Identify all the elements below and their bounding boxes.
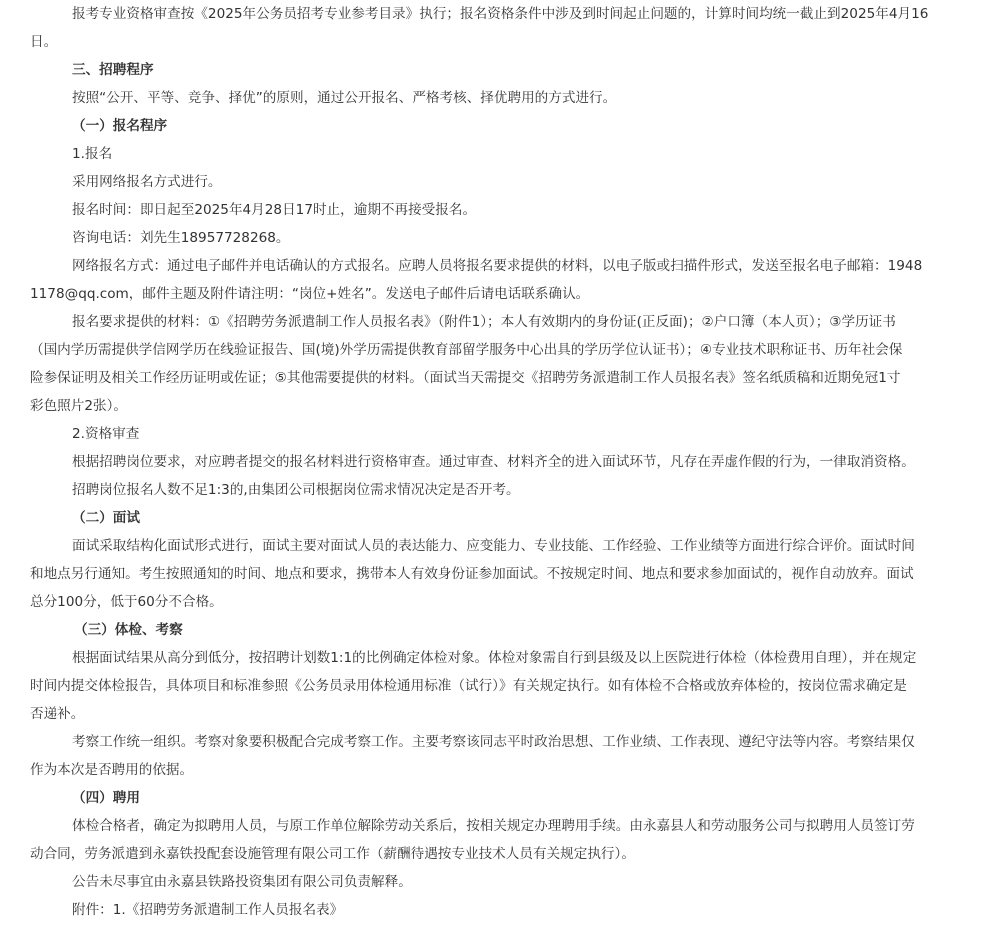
paragraph-line: 网络报名方式：通过电子邮件并电话确认的方式报名。应聘人员将报名要求提供的材料，以电子版或扫描件形式，发送至报名电子邮箱：1948 [72,258,923,274]
paragraph-line: 彩色照片2张）。 [30,398,128,414]
paragraph-line: 公告未尽事宜由永嘉县铁路投资集团有限公司负责解释。 [72,874,412,890]
paragraph-line: 按照“公开、平等、竞争、择优”的原则，通过公开报名、严格考核、择优聘用的方式进行。 [72,90,617,106]
paragraph-line: 根据招聘岗位要求，对应聘者提交的报名材料进行资格审查。通过审查、材料齐全的进入面试环节，凡存在弄虚作假的行为，一律取消资格。 [72,454,915,470]
paragraph-line: 考察工作统一组织。考察对象要积极配合完成考察工作。主要考察该同志平时政治思想、工作业绩、工作表现、遵纪守法等内容。考察结果仅 [72,734,915,750]
paragraph-line: 体检合格者，确定为拟聘用人员，与原工作单位解除劳动关系后，按相关规定办理聘用手续。由永嘉县人和劳动服务公司与拟聘用人员签订劳 [72,818,915,834]
paragraph-line: 招聘岗位报名人数不足1:3的,由集团公司根据岗位需求情况决定是否开考。 [72,482,520,498]
paragraph-line: 面试采取结构化面试形式进行，面试主要对面试人员的表达能力、应变能力、专业技能、工作经验、工作业绩等方面进行综合评价。面试时间 [72,538,915,554]
paragraph-line: 时间内提交体检报告，具体项目和标准参照《公务员录用体检通用标准（试行）》有关规定执行。如有体检不合格或放弃体检的，按岗位需求确定是 [30,678,907,694]
paragraph-line: 报考专业资格审查按《2025年公务员招考专业参考目录》执行；报名资格条件中涉及到时间起止问题的，计算时间均统一截止到2025年4月16 [72,6,929,22]
paragraph-line: 日。 [30,34,58,50]
subsection-heading: （三）体检、考察 [74,622,183,638]
paragraph-line: 咨询电话：刘先生18957728268。 [72,230,290,246]
paragraph-line: 采用网络报名方式进行。 [72,174,222,190]
paragraph-line: 报名时间：即日起至2025年4月28日17时止，逾期不再接受报名。 [72,202,477,218]
subsection-heading: （二）面试 [72,510,140,526]
item-heading: 1.报名 [72,146,113,162]
paragraph-line: 根据面试结果从高分到低分，按招聘计划数1:1的比例确定体检对象。体检对象需自行到县级及以上医院进行体检（体检费用自理），并在规定 [72,650,917,666]
subsection-heading: （一）报名程序 [72,118,168,134]
item-heading: 2.资格审查 [72,426,140,442]
paragraph-line: 作为本次是否聘用的依据。 [30,762,194,778]
paragraph-line: （国内学历需提供学信网学历在线验证报告、国(境)外学历需提供教育部留学服务中心出具的学历学位认证书）；④专业技术职称证书、历年社会保 [30,342,903,358]
paragraph-line: 总分100分，低于60分不合格。 [30,594,223,610]
section-heading: 三、招聘程序 [72,62,154,78]
paragraph-line: 动合同，劳务派遣到永嘉铁投配套设施管理有限公司工作（薪酬待遇按专业技术人员有关规定执行）。 [30,846,635,862]
subsection-heading: （四）聘用 [72,790,140,806]
paragraph-line: 否递补。 [30,706,85,722]
paragraph-line: 险参保证明及相关工作经历证明或佐证；⑤其他需要提供的材料。（面试当天需提交《招聘劳务派遣制工作人员报名表》签名纸质稿和近期免冠1寸 [30,370,901,386]
paragraph-line: 1178@qq.com，邮件主题及附件请注明：“岗位+姓名”。发送电子邮件后请电话联系确认。 [30,286,590,302]
attachment-line: 附件：1.《招聘劳务派遣制工作人员报名表》 [72,902,344,918]
paragraph-line: 和地点另行通知。考生按照通知的时间、地点和要求，携带本人有效身份证参加面试。不按规定时间、地点和要求参加面试的，视作自动放弃。面试 [30,566,914,582]
paragraph-line: 报名要求提供的材料：①《招聘劳务派遣制工作人员报名表》（附件1）；本人有效期内的身份证(正反面)；②户口簿（本人页）；③学历证书 [72,314,896,330]
